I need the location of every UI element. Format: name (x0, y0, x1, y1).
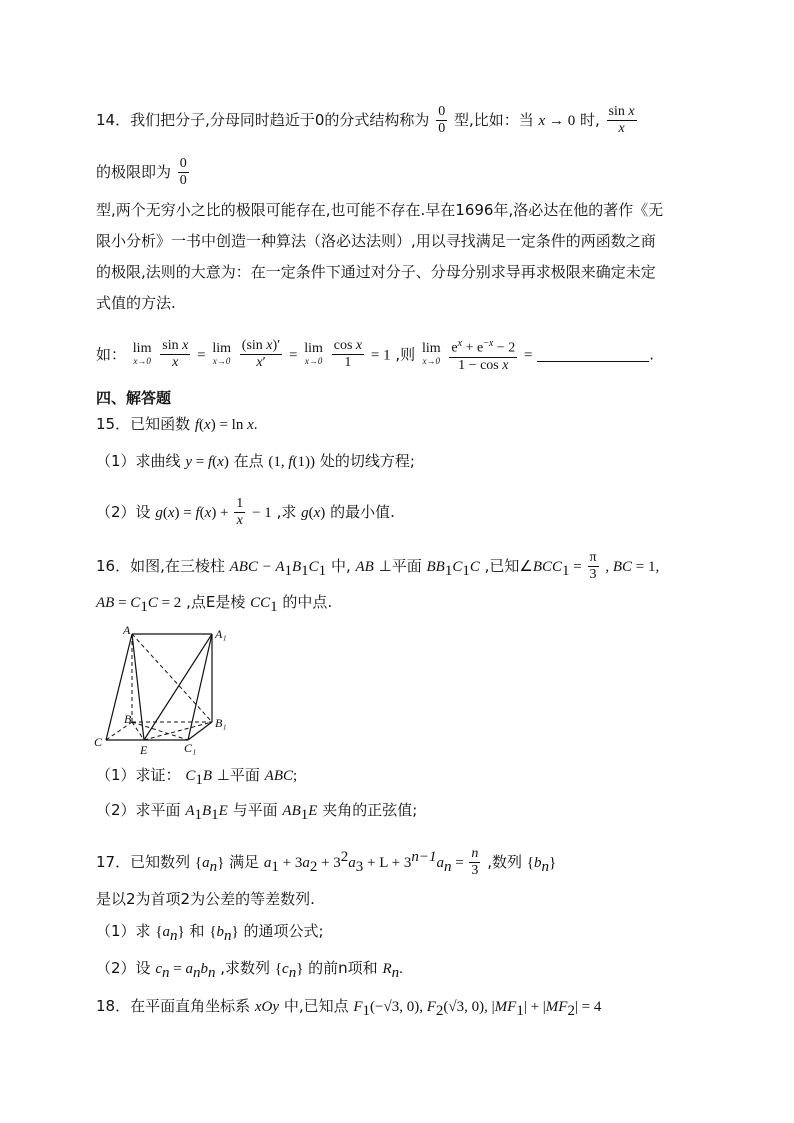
q16-p1-text: （1）求证： (96, 766, 181, 784)
zero-over-zero: $\frac{0}{0}$ (438, 104, 446, 136)
q15-part1: （1）求曲线 y = f(x) 在点 (1, f(1)) 处的切线方程; (96, 452, 415, 470)
section-title: 四、解答题 (96, 389, 172, 407)
q17-p1-b: 和 (189, 922, 205, 940)
q16-known: ,已知∠ (484, 557, 533, 575)
label-B: B (124, 712, 132, 726)
q14-end-dot: . (649, 345, 655, 364)
q15-p2-a: （2）设 (96, 503, 151, 521)
label-A: A (123, 623, 131, 637)
q16-intro-text: 16．如图,在三棱柱 (96, 557, 225, 575)
q17-intro: 17．已知数列 $\{a_n\}$ 满足 $a_1 + 3a_2 + 3^2a_3 + L + 3^{n-1}a_n$ = $\frac{n}{3}$ ,数列 $\{b_n\}$ (96, 846, 557, 878)
lim-2: lim x→0 (212, 340, 232, 366)
q14-para-4: 式值的方法. (96, 294, 176, 312)
q14-para-1: 型,两个无穷小之比的极限可能存在,也可能不存在.早在1696年,洛必达在他的著作《无 (96, 201, 664, 219)
q15-intro: 15．已知函数 f(x) = ln x. (96, 415, 258, 433)
q14-text: 14．我们把分子,分母同时趋近于0的分式结构称为 (96, 111, 430, 129)
cosx-over-1: $\frac{\text{cos x}}{1}$ (333, 338, 363, 371)
q15-p1-a: （1）求曲线 (96, 452, 181, 470)
lim-3: lim x→0 (304, 340, 323, 366)
lim-4: lim x→0 (421, 340, 441, 366)
q17-part1: （1）求 $\{a_n\}$ 和 $\{b_n\}$ 的通项公式; (96, 922, 324, 944)
q14-example: 如： lim x→0 $\frac{\text{sin x}}{x}$ = lim x→0 $\frac{\text{(sin x)′}}{x'}$ = lim x→0 $\frac{\text{cos x}}{1}$ = 1 ,则 lim x→0 $\frac{e^x + e^{-x} - 2}{\text{1 − cos x}}$ = . (96, 338, 655, 373)
sinx-over-x: $\frac{\text{sin x}}{x}$ (608, 104, 635, 136)
q16-p2-c: 夹角的正弦值; (322, 801, 418, 819)
q15-fx: f (194, 417, 200, 433)
answer-blank (537, 347, 649, 362)
q14-line2 (96, 156, 191, 189)
q14-para-2: 限小分析》一书中创造一种算法（洛必达法则）,用以寻找满足一定条件的两函数之商 (96, 232, 656, 250)
q14-then: ,则 (395, 345, 416, 364)
q17-p1-c: 的通项公式; (243, 922, 324, 940)
q17-seq-b: ,数列 (487, 853, 522, 871)
q15-intro-text: 15．已知函数 (96, 415, 191, 433)
q18-intro: 18．在平面直角坐标系 xOy 中,已知点 $F_1(-√3$, 0), $F_2(√3$, 0), $|MF_1| + |MF_2| = 4$ (96, 997, 602, 1019)
zero-over-zero-2: $\frac{0}{0}$ (179, 156, 187, 188)
q14-para-3: 的极限,法则的大意为：在一定条件下通过对分子、分母分别求导再求极限来确定未定 (96, 263, 656, 281)
q17-p2-a: （2）设 (96, 959, 151, 977)
q15-p1-b: 在点 (233, 452, 264, 470)
derivative-ratio: $\frac{\text{(sin x)′}}{x'}$ (241, 338, 281, 371)
q16-mid: 中, (330, 557, 351, 575)
q17-line2: 是以2为首项2为公差的等差数列. (96, 890, 315, 908)
q15-p2-c: 的最小值. (330, 503, 395, 521)
pi-over-3: $\frac{\pi}{3}$ (589, 550, 597, 582)
q15-p1-c: 处的切线方程; (319, 452, 415, 470)
q17-intro-text: 17．已知数列 (96, 853, 191, 871)
q17-satisfy: 满足 (229, 853, 260, 871)
label-B1: B₁ (215, 716, 227, 730)
q18-intro-text: 18．在平面直角坐标系 (96, 997, 251, 1015)
sinx-over-x-2: $\frac{\text{sin x}}{x}$ (162, 338, 189, 371)
q14-line2-prefix: 的极限即为 (96, 163, 172, 181)
q16-line2-b: ,点E是棱 (186, 593, 246, 611)
lim-1: lim x→0 (132, 340, 152, 366)
q16-line2-c: 的中点. (282, 593, 333, 611)
n-over-3: $\frac{n}{3}$ (471, 846, 479, 878)
q14-line1: 14．我们把分子,分母同时趋近于0的分式结构称为 $\frac{0}{0}$ 型,比如：当 x → 0 时, $\frac{\text{sin x}}{x}$ (96, 104, 635, 136)
q16-line2: AB = $C_1C = 2$ ,点E是棱 $CC_1$ 的中点. (96, 593, 333, 615)
q16-p2-text: （2）求平面 (96, 801, 181, 819)
label-C: C (94, 735, 103, 749)
q16-part2: （2）求平面 $A_1B_1E$ 与平面 $AB_1E$ 夹角的正弦值; (96, 801, 418, 823)
q15-part2: （2）设 g(x) = f(x) + $\frac{1}{x}$ − 1 ,求 g(x) 的最小值. (96, 496, 395, 528)
q16-intro: 16．如图,在三棱柱 ABC − $A_1B_1C_1$ 中, AB ⊥平面 $BB_1C_1C$ ,已知$\angle BCC_1$ = $\frac{\pi}{3}$ , BC = 1, (96, 550, 660, 582)
label-A1: A₁ (215, 627, 227, 641)
q17-p2-c: 的前n项和 (308, 959, 378, 977)
q14-example-prefix: 如： (96, 345, 127, 364)
q15-p2-b: ,求 (276, 503, 297, 521)
q17-p2-b: ,求数列 (220, 959, 271, 977)
one-over-x: $\frac{1}{x}$ (236, 496, 244, 528)
q16-part1: （1）求证： $C_1B$ ⊥平面 ABC; (96, 766, 298, 788)
q16-p2-b: 与平面 (232, 801, 278, 819)
q14-when-suffix: 时, (579, 111, 600, 129)
exp-fraction: $\frac{e^x + e^{-x} - 2}{\text{1 − cos x}}$ (451, 338, 516, 373)
q18-mid: 中,已知点 (283, 997, 349, 1015)
q17-p1-a: （1）求 (96, 922, 151, 940)
q16-perp: ⊥平面 (378, 557, 422, 575)
x-to-zero: x (538, 113, 546, 129)
q16-p1-b: ⊥平面 (216, 766, 260, 784)
label-C1: C₁ (184, 741, 197, 755)
prism-figure (92, 622, 232, 756)
label-E: E (140, 743, 148, 756)
q17-part2: （2）设 $c_n = a_nb_n$ ,求数列 $\{c_n\}$ 的前n项和 $R_n$. (96, 959, 403, 981)
q14-type-suffix: 型,比如：当 (453, 111, 534, 129)
